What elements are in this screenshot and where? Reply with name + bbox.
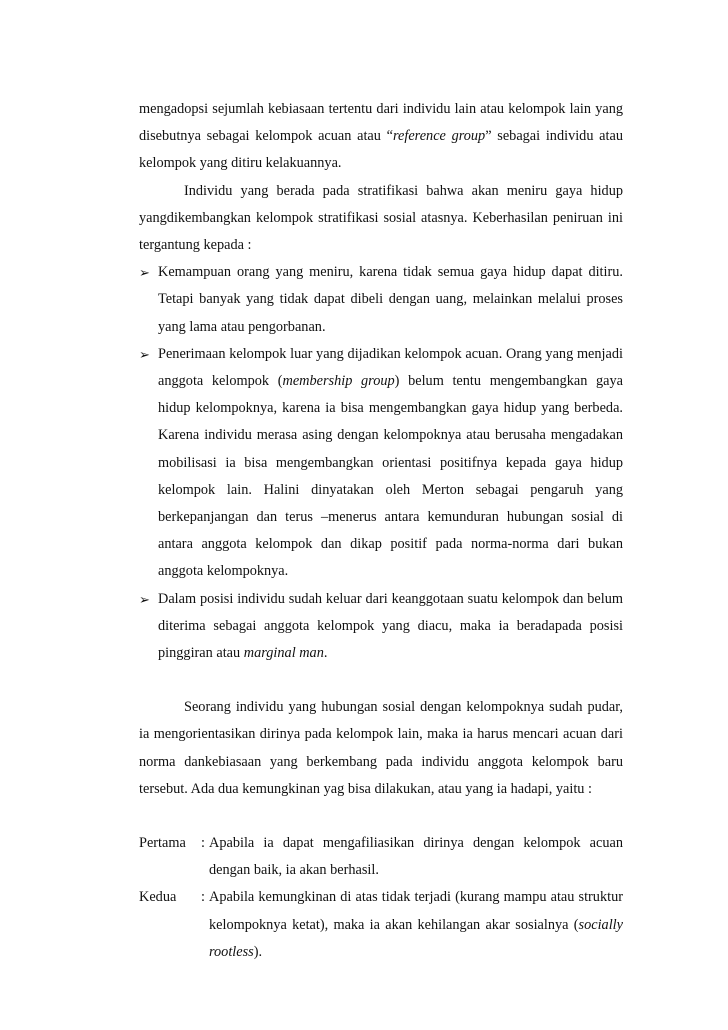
list-item: ➢ Kemampuan orang yang meniru, karena tidak semua gaya hidup dapat ditiru. Tetapi banyak yang tidak dapat dibeli dengan uang, melainkan melalui proses yang lama atau pengorbanan. bbox=[139, 259, 623, 341]
option-term: Kedua bbox=[139, 889, 177, 906]
paragraph-reference-group: mengadopsi sejumlah kebiasaan tertentu dari individu lain atau kelompok lain yang disebutnya sebagai kelompok acuan atau “reference group” sebagai individu atau kelompok yang ditiru kelakuannya. bbox=[139, 101, 623, 172]
option-definition: Apabila ia dapat mengafiliasikan dirinya dengan kelompok acuan dengan baik, ia akan berhasil. bbox=[209, 835, 623, 879]
list-item: ➢ Penerimaan kelompok luar yang dijadikan kelompok acuan. Orang yang menjadi anggota kelompok (membership group) belum tentu mengembangkan gaya hidup kelompoknya, karena ia bisa mengembangkan gaya hidup yang berbeda. Karena individu merasa asing dengan kelompoknya atau berusaha mengadakan mobilisasi ia bisa mengembangkan orientasi positifnya kepada gaya hidup kelompok lain. Halini dinyatakan oleh Merton sebagai pengaruh yang berkepanjangan dan terus –menerus antara kemunduran hubungan sosial di antara anggota kelompok dan dikap positif pada norma-norma dari bukan anggota kelompoknya. bbox=[139, 341, 623, 586]
option-colon: : bbox=[201, 889, 205, 906]
paragraph-orientation: Seorang individu yang hubungan sosial dengan kelompoknya sudah pudar, ia mengorientasikan dirinya pada kelompok lain, maka ia harus mencari acuan dari norma dankebiasaan yang berkembang pada individu anggota kelompok baru tersebut. Ada dua kemungkinan yag bisa dilakukan, atau yang ia hadapi, yaitu : bbox=[139, 699, 623, 797]
document-page bbox=[139, 96, 623, 966]
option-row-kedua bbox=[139, 884, 623, 966]
option-colon: : bbox=[201, 835, 205, 852]
list-item: ➢ Dalam posisi individu sudah keluar dari keanggotaan suatu kelompok dan belum diterima sebagai anggota kelompok yang diacu, maka ia beradapada posisi pinggiran atau marginal man. bbox=[139, 586, 623, 668]
paragraph-stratification: Individu yang berada pada stratifikasi bahwa akan meniru gaya hidup yangdikembangkan kelompok stratifikasi sosial atasnya. Keberhasilan peniruan ini tergantung kepada : bbox=[139, 182, 623, 254]
option-row-pertama bbox=[139, 830, 623, 884]
paragraph-spacer bbox=[139, 803, 623, 830]
arrow-right-icon: ➢ bbox=[139, 346, 150, 362]
option-definition: Apabila kemungkinan di atas tidak terjadi (kurang mampu atau struktur kelompoknya ketat), maka ia akan kehilangan akar sosialnya (socially rootless). bbox=[209, 889, 623, 960]
paragraph-spacer bbox=[139, 667, 623, 694]
arrow-right-icon: ➢ bbox=[139, 591, 150, 607]
option-term: Pertama bbox=[139, 835, 186, 852]
arrow-right-icon: ➢ bbox=[139, 265, 150, 281]
bullet-list bbox=[139, 259, 623, 667]
